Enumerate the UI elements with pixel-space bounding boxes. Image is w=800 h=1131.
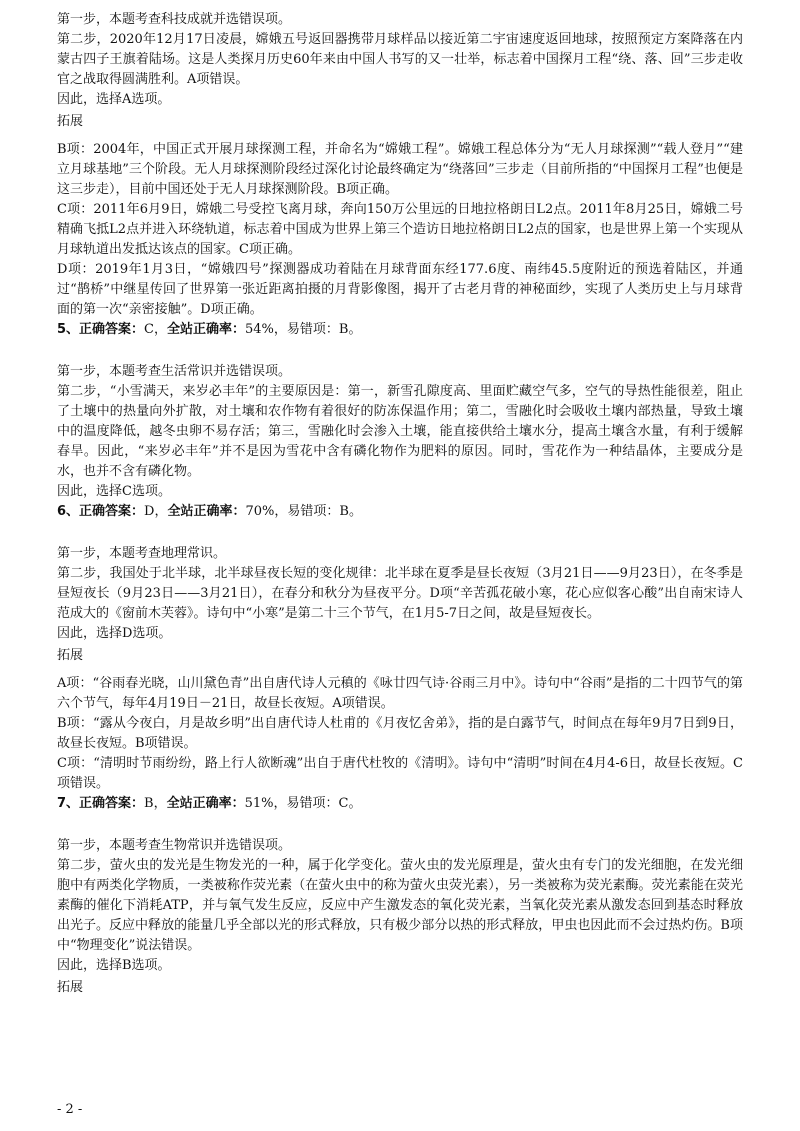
q6-option-b: B项：“露从今夜白，月是故乡明”出自唐代诗人杜甫的《月夜忆舍弟》，指的是白露节气，时间点在每年9月7日到9日，故昼长夜短。B项错误。 — [57, 716, 743, 751]
q4-step1: 第一步，本题考查科技成就并选错误项。 — [57, 12, 292, 27]
q7-step1: 第一步，本题考查生物常识并选错误项。 — [57, 838, 292, 853]
q7-answer-label: 7、正确答案： — [57, 796, 145, 811]
q7-extension-title: 拓展 — [57, 980, 84, 995]
page-content — [57, 10, 743, 998]
spacer — [57, 666, 743, 674]
spacer — [57, 132, 743, 140]
q5-answer-label: 5、正确答案： — [57, 322, 145, 337]
q5-answer-value: C， — [144, 322, 167, 337]
q6-answer-label: 6、正确答案： — [57, 504, 145, 519]
q4-step2: 第二步，2020年12月17日凌晨，嫦娥五号返回器携带月球样品以接近第二宇宙速度返回地球，按照预定方案降落在内蒙古四子王旗着陆场。这是人类探月历史60年来由中国人书写的又一壮举，标志着中国探月工程“绕、落、回”三步走收官之战取得圆满胜利。A项错误。 — [57, 32, 743, 87]
q4-conclusion: 因此，选择A选项。 — [57, 92, 171, 107]
q7-rate-label: 全站正确率： — [166, 796, 245, 811]
q4-option-c: C项：2011年6月9日，嫦娥二号受控飞离月球，奔向150万公里远的日地拉格朗日L2点。2011年8月25日，嫦娥二号精确飞抵L2点并进入环绕轨道，标志着中国成为世界上第三个造访日地拉格朗日L2点的国家，也是世界上第一个实现从月球轨道出发抵达该点的国家。C项正确。 — [57, 202, 743, 257]
q5-answer-line — [57, 320, 743, 340]
q5-rate-value: 54%，易错项：B。 — [245, 322, 362, 337]
q4-option-d: D项：2019年1月3日，“嫦娥四号”探测器成功着陆在月球背面东经177.6度、南纬45.5度附近的预选着陆区，并通过“鹊桥”中继星传回了世界第一张近距离拍摄的月背影像图，揭开了古老月背的神秘面纱，实现了人类历史上与月球背面的第一次“亲密接触”。D项正确。 — [57, 262, 743, 317]
q7-answer-line — [57, 794, 743, 814]
q5-step1: 第一步，本题考查生活常识并选错误项。 — [57, 364, 292, 379]
spacer — [57, 814, 743, 836]
q6-answer-line — [57, 502, 743, 522]
q6-option-c: C项：“清明时节雨纷纷，路上行人欲断魂”出自于唐代杜牧的《清明》。诗句中“清明”时间在4月4-6日，故昼长夜短。C项错误。 — [57, 756, 743, 791]
page-number: - 2 - — [57, 1102, 83, 1117]
q6-option-a: A项：“谷雨春光晓，山川黛色青”出自唐代诗人元稹的《咏廿四气诗·谷雨三月中》。诗句中“谷雨”是指的二十四节气的第六个节气，每年4月19日－21日，故昼长夜短。A项错误。 — [57, 676, 743, 711]
q4-option-b: B项：2004年，中国正式开展月球探测工程，并命名为“嫦娥工程”。嫦娥工程总体分为“无人月球探测”“载人登月”“建立月球基地”三个阶段。无人月球探测阶段经过深化讨论最终确定为“绕落回”三步走（目前所指的“中国探月工程”也便是这三步走），目前中国还处于无人月球探测阶段。B项正确。 — [57, 142, 743, 197]
q5-step2: 第二步，“小雪满天，来岁必丰年”的主要原因是：第一，新雪孔隙度高、里面贮藏空气多，空气的导热性能很差，阻止了土壤中的热量向外扩散，对土壤和农作物有着很好的防冻保温作用；第二，雪融化时会吸收土壤内部热量，导致土壤中的温度降低，越冬虫卵不易存活；第三，雪融化时会渗入土壤，能直接供给土壤水分，提高土壤含水量，有利于缓解春旱。因此，“来岁必丰年”并不是因为雪花中含有磷化物作为肥料的原因。同时，雪花作为一种结晶体，主要成分是水，也并不含有磷化物。 — [57, 384, 743, 479]
q6-extension-title: 拓展 — [57, 648, 84, 663]
spacer — [57, 340, 743, 362]
q6-step1: 第一步，本题考查地理常识。 — [57, 546, 227, 561]
q7-step2: 第二步，萤火虫的发光是生物发光的一种，属于化学变化。萤火虫的发光原理是，萤火虫有专门的发光细胞，在发光细胞中有两类化学物质，一类被称作荧光素（在萤火虫中的称为萤火虫荧光素），另一类被称为荧光素酶。荧光素能在荧光素酶的催化下消耗ATP，并与氧气发生反应，反应中产生激发态的氧化荧光素，当氧化荧光素从激发态回到基态时释放出光子。反应中释放的能量几乎全部以光的形式释放，只有极少部分以热的形式释放，甲虫也因此而不会过热灼伤。B项中“物理变化”说法错误。 — [57, 858, 743, 953]
q6-step2: 第二步，我国处于北半球，北半球昼夜长短的变化规律：北半球在夏季是昼长夜短（3月21日——9月23日），在冬季是昼短夜长（9月23日——3月21日），在春分和秋分为昼夜平分。D项“辛苦孤花破小寒，花心应似客心酸”出自南宋诗人范成大的《窗前木芙蓉》。诗句中“小寒”是第二十三个节气，在1月5-7日之间，故是昼短夜长。 — [57, 566, 743, 621]
q5-conclusion: 因此，选择C选项。 — [57, 484, 171, 499]
q7-rate-value: 51%，易错项：C。 — [244, 796, 362, 811]
q7-answer-value: B， — [144, 796, 167, 811]
q6-answer-value: D， — [144, 504, 168, 519]
q7-conclusion: 因此，选择B选项。 — [57, 958, 171, 973]
spacer — [57, 522, 743, 544]
q6-rate-label: 全站正确率： — [167, 504, 246, 519]
q6-rate-value: 70%，易错项：B。 — [245, 504, 362, 519]
q6-conclusion: 因此，选择D选项。 — [57, 626, 172, 641]
q4-extension-title: 拓展 — [57, 114, 84, 129]
q5-rate-label: 全站正确率： — [167, 322, 246, 337]
